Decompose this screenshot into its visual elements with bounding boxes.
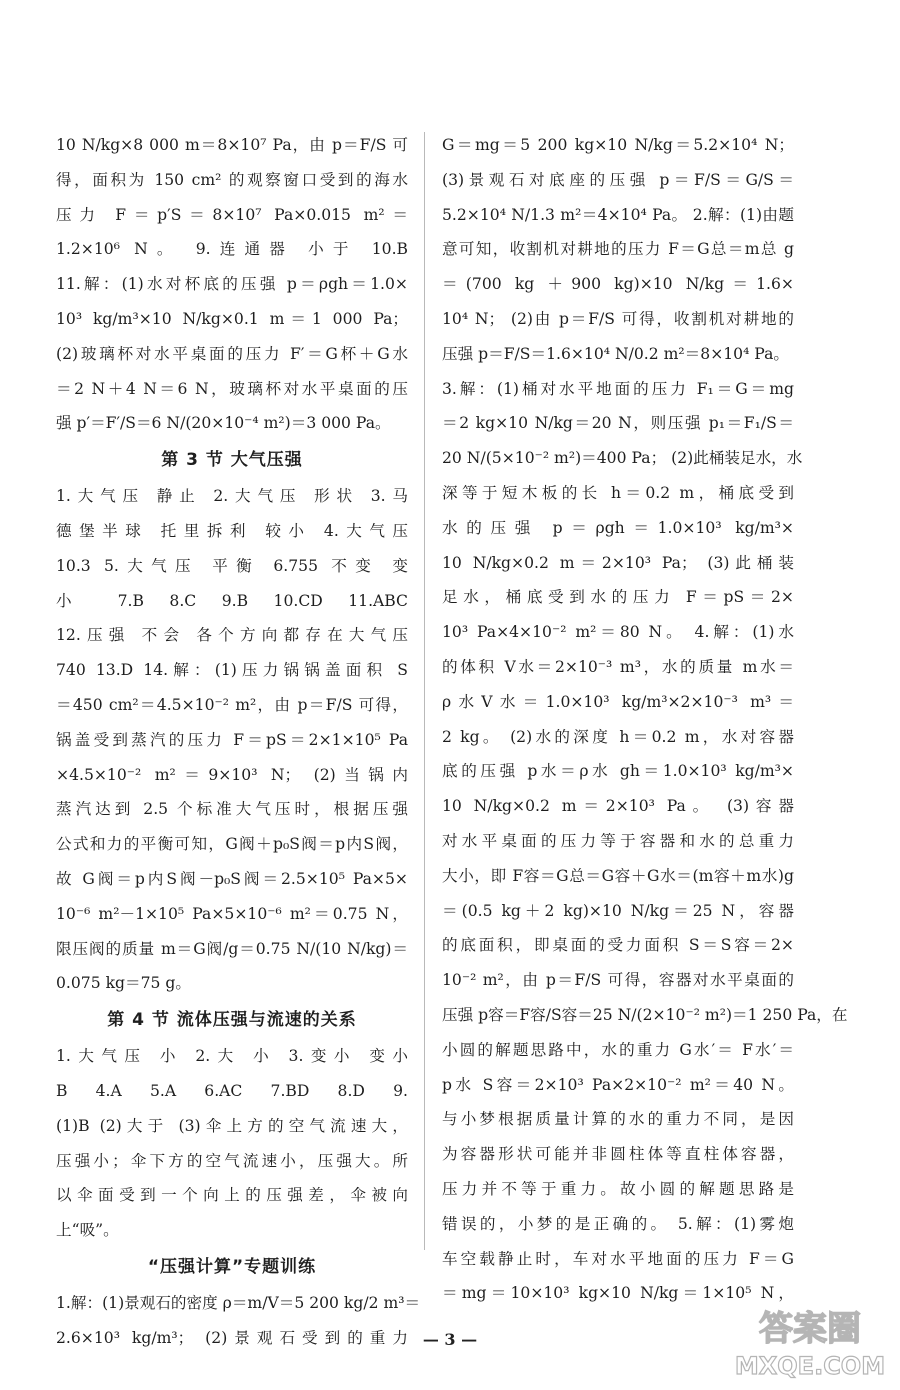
- text-line: 10³ kg/m³×10 N/kg×0.1 m＝1 000 Pa；: [56, 309, 408, 328]
- text-line: 3.解：(1)桶对水平地面的压力 F₁＝G＝mg: [442, 379, 794, 398]
- text-line: 故 G阀＝p内S阀－p₀S阀＝2.5×10⁵ Pa×5×: [56, 869, 408, 888]
- text-line: 车空载静止时，车对水平地面的压力 F＝G: [442, 1249, 794, 1268]
- text-line: 底的压强 p水＝ρ水 gh＝1.0×10³ kg/m³×: [442, 762, 794, 781]
- text-line: (3)景观石对底座的压强 p＝F/S＝G/S＝: [442, 170, 794, 189]
- text-line: 压力 F＝p′S＝8×10⁷ Pa×0.015 m²＝: [56, 205, 408, 224]
- text-line: 锅盖受到蒸汽的压力 F＝pS＝2×1×10⁵ Pa: [56, 730, 408, 749]
- text-line: 错误的，小梦的是正确的。 5.解：(1)雾炮: [442, 1214, 794, 1233]
- text-line: 1.大气压 静止 2.大气压 形状 3.马: [56, 487, 408, 506]
- text-line: 公式和力的平衡可知，G阀＋p₀S阀＝p内S阀，: [56, 835, 408, 854]
- text-line: (2)玻璃杯对水平桌面的压力 F′＝G杯＋G水: [56, 344, 408, 363]
- text-line: 10 N/kg×8 000 m＝8×10⁷ Pa，由 p＝F/S 可: [56, 136, 408, 154]
- text-line: 足水，桶底受到水的压力 F＝pS＝2×: [442, 588, 794, 607]
- text-line: 对水平桌面的压力等于容器和水的总重力: [442, 831, 794, 850]
- text-line: 压力并不等于重力。故小圆的解题思路是: [442, 1179, 794, 1198]
- text-line: 限压阀的质量 m＝G阀/g＝0.75 N/(10 N/kg)＝: [56, 939, 408, 958]
- text-line: 压强 p＝F/S＝1.6×10⁴ N/0.2 m²＝8×10⁴ Pa。: [442, 344, 789, 363]
- text-line: ＝(700 kg ＋900 kg)×10 N/kg＝1.6×: [442, 275, 794, 294]
- watermark-url: MXQE.COM: [734, 1352, 886, 1380]
- text-line: ＝(0.5 kg＋2 kg)×10 N/kg＝25 N，容器: [442, 901, 794, 920]
- right-column: [442, 128, 848, 1311]
- left-column: [56, 128, 421, 1356]
- text-line: 得，面积为 150 cm² 的观察窗口受到的海水: [56, 170, 408, 189]
- text-line: ＝2 kg×10 N/kg＝20 N，则压强 p₁＝F₁/S＝: [442, 414, 794, 433]
- text-line: 上“吸”。: [56, 1221, 119, 1240]
- text-line: 10⁻² m²，由 p＝F/S 可得，容器对水平桌面的: [442, 971, 794, 990]
- text-line: ×4.5×10⁻² m²＝9×10³ N； (2)当锅内: [56, 765, 408, 784]
- text-line: ＝2 N＋4 N＝6 N，玻璃杯对水平桌面的压: [56, 379, 408, 398]
- text-line: ＝450 cm²＝4.5×10⁻² m²，由 p＝F/S 可得，: [56, 695, 408, 714]
- text-line: 20 N/(5×10⁻² m²)＝400 Pa； (2)此桶装足水，水: [442, 449, 803, 468]
- text-line: p水 S容＝2×10³ Pa×2×10⁻² m²＝40 N。: [442, 1075, 794, 1094]
- text-line: 10³ Pa×4×10⁻² m²＝80 N。 4.解：(1)水: [442, 623, 794, 642]
- text-line: ＝mg＝10×10³ kg×10 N/kg＝1×10⁵ N，: [442, 1284, 794, 1303]
- text-line: 深等于短木板的长 h＝0.2 m，桶底受到: [442, 483, 794, 502]
- text-line: 10 N/kg×0.2 m＝2×10³ Pa。 (3)容器: [442, 797, 794, 816]
- text-line: 压强小；伞下方的空气流速小，压强大。所: [56, 1151, 408, 1170]
- text-line: 压强 p容＝F容/S容＝25 N/(2×10⁻² m²)＝1 250 Pa，在: [442, 1005, 848, 1024]
- text-line: 1.2×10⁶ N。 9.连通器 小于 10.B: [56, 240, 408, 259]
- text-line: 1.解：(1)景观石的密度 ρ＝m/V＝5 200 kg/2 m³＝: [56, 1293, 421, 1312]
- text-line: 水的压强 p＝ρgh＝1.0×10³ kg/m³×: [442, 518, 794, 537]
- section-heading: 第 4 节 流体压强与流速的关系: [107, 1010, 357, 1031]
- page-number: — 3 —: [422, 1330, 478, 1349]
- text-line: 蒸汽达到 2.5 个标准大气压时，根据压强: [56, 800, 408, 819]
- watermark-text: 答案圈: [759, 1309, 861, 1349]
- text-line: 大小，即 F容＝G总＝G容＋G水＝(m容＋m水)g: [442, 866, 794, 885]
- column-divider: [424, 132, 425, 1250]
- text-line: 12.压强 不会 各个方向都存在大气压: [56, 626, 408, 645]
- text-line: ρ水V水＝1.0×10³ kg/m³×2×10⁻³ m³＝: [442, 692, 794, 711]
- text-line: 强 p′＝F′/S＝6 N/(20×10⁻⁴ m²)＝3 000 Pa。: [56, 414, 391, 433]
- text-line: G＝mg＝5 200 kg×10 N/kg＝5.2×10⁴ N；: [442, 136, 794, 154]
- text-line: 11.解：(1)水对杯底的压强 p＝ρgh＝1.0×: [56, 275, 408, 294]
- text-line: 德堡半球 托里拆利 较小 4.大气压: [56, 521, 408, 540]
- text-line: 小 7.B 8.C 9.B 10.CD 11.ABC: [56, 591, 408, 610]
- text-line: 10 N/kg×0.2 m＝2×10³ Pa； (3)此桶装: [442, 553, 794, 572]
- text-line: 的底面积，即桌面的受力面积 S＝S容＝2×: [442, 936, 794, 955]
- text-line: 0.075 kg＝75 g。: [56, 974, 191, 993]
- text-line: 意可知，收割机对耕地的压力 F＝G总＝m总 g: [442, 240, 794, 259]
- text-line: 为容器形状可能并非圆柱体等直柱体容器，: [442, 1145, 794, 1164]
- text-line: 的体积 V水＝2×10⁻³ m³，水的质量 m水＝: [442, 657, 794, 676]
- text-line: (1)B (2)大于 (3)伞上方的空气流速大，: [56, 1116, 408, 1135]
- text-line: 2 kg。 (2)水的深度 h＝0.2 m，水对容器: [442, 727, 794, 746]
- text-line: 10⁴ N； (2)由 p＝F/S 可得，收割机对耕地的: [442, 309, 794, 328]
- text-line: 10.3 5.大气压 平衡 6.755 不变 变: [56, 556, 408, 575]
- watermark-logo: [730, 1296, 890, 1382]
- text-line: 与小梦根据质量计算的水的重力不同，是因: [442, 1110, 794, 1129]
- text-line: 5.2×10⁴ N/1.3 m²＝4×10⁴ Pa。 2.解：(1)由题: [442, 205, 794, 224]
- text-line: 2.6×10³ kg/m³； (2)景观石受到的重力: [56, 1328, 408, 1347]
- text-line: 740 13.D 14.解：(1)压力锅锅盖面积 S: [56, 661, 408, 680]
- text-line: 以伞面受到一个向上的压强差，伞被向: [56, 1186, 408, 1205]
- section-heading: 第 3 节 大气压强: [161, 450, 303, 471]
- text-line: 小圆的解题思路中，水的重力 G水′＝ F水′＝: [442, 1040, 794, 1059]
- section-heading: “压强计算”专题训练: [147, 1256, 317, 1277]
- text-line: 1.大气压 小 2.大 小 3.变小 变小: [56, 1047, 408, 1066]
- text-line: 10⁻⁶ m²－1×10⁵ Pa×5×10⁻⁶ m²＝0.75 N，: [56, 904, 408, 923]
- text-line: B 4.A 5.A 6.AC 7.BD 8.D 9.: [56, 1081, 408, 1100]
